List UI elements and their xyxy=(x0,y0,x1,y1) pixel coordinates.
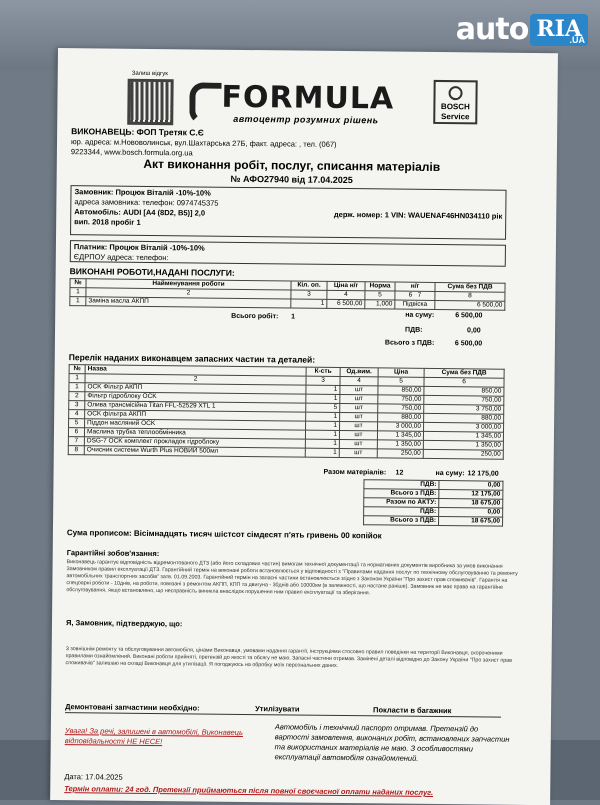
parts-section-title: Перелік наданих виконавцем запасних частин та деталей: xyxy=(68,352,316,365)
act-vat-label: ПДВ: xyxy=(364,507,439,517)
part-sum: 3 750,00 xyxy=(424,404,504,414)
warranty-text: Виконавець гарантує відповідність відремонтованого ДТЗ (або його складових частин) вимогам технічної документації та нормативних документів виробника за умов виконання Замовником правил експлуатації ДТЗ. Гарантійний термін на виконані роботи встановлюється у відповідності з "Правилами надання послуг по технічному обслуговуванню та ремонту автомобільних транспортних засобів" затв. 01.09.2003. Гарантійний термін на запасні частини встановлюється згідно з Законом України "Про захист прав споживачів". Гарантія на спецоарні роботи - 10днів, на роботи, повязані з ремонтом АКПП, КПП та двигуна - 30днів або 10000км (в залежності, що настане раніше). Замовник не має права на гарантійне обслуговування, якщо встановлено, що несправність виникла внаслідок порушення ним правил експлуатації та зберігання. xyxy=(66,559,518,597)
works-section-title: ВИКОНАНІ РОБОТИ,НАДАНІ ПОСЛУГИ: xyxy=(69,266,235,278)
parts-na-sum-label: на суму: xyxy=(435,469,465,478)
part-qty: 1 xyxy=(306,394,340,403)
colnum: 6 xyxy=(408,291,413,299)
part-n: 6 xyxy=(68,428,84,437)
parts-vat-label: ПДВ: xyxy=(364,480,439,490)
bosch-icon xyxy=(448,86,462,100)
parts-grand-sum: 12 175,00 xyxy=(439,490,503,500)
work-price: 6 500,00 xyxy=(327,299,365,308)
part-n: 8 xyxy=(68,446,84,455)
work-sum: 6 500,00 xyxy=(435,300,505,310)
colnum: 2 xyxy=(86,288,291,299)
part-sum: 1 350,00 xyxy=(423,440,503,450)
part-n: 5 xyxy=(69,419,85,428)
confirm-text: З зовнішнім ремонту та обслуговування автомобіля, цінами Виконавця, умовами надання гарантії, інструкціями стосовно правил поведінки на території Виконавця, скороченими правилами ознайомлений. Виконані роботи прийняті, претензій до якості та обсягу не маю. Запасні частини отримав. Замінені деталі відповідно до Закону України "Про захист прав споживачів" залишаю на складі Виконавця для утилізації. Я погоджуюсь на обробку моїх персональних даних. xyxy=(65,646,512,669)
works-grand-label: Всього з ПДВ: xyxy=(384,339,435,347)
works-total-sum: 6 500,00 xyxy=(455,312,483,320)
customer-year: вип. 2018 пробіг 1 xyxy=(74,217,141,227)
part-qty: 1 xyxy=(305,439,339,448)
bosch-label: BOSCH xyxy=(440,102,470,112)
part-price: 1 350,00 xyxy=(377,440,423,449)
part-qty: 1 xyxy=(305,430,339,439)
parts-col-unit: Од.вим. xyxy=(340,367,378,376)
part-name: OCK фільтра АКПП xyxy=(85,410,306,421)
part-sum: 3 000,00 xyxy=(424,422,504,432)
executor-label: ВИКОНАВЕЦЬ: xyxy=(71,126,135,137)
executor-contacts: 9223344, www.bosch.formula.org.ua xyxy=(70,147,193,158)
works-col-norm: Норма xyxy=(365,282,395,291)
warranty-title: Гарантійні зобов'язання: xyxy=(66,548,160,559)
act-grand-sum: 18 675,00 xyxy=(439,517,503,527)
parts-col-name: Назва xyxy=(85,365,306,376)
parts-vat-sum: 0,00 xyxy=(439,481,503,491)
colnum: 5 xyxy=(378,377,424,386)
colnum: 4 xyxy=(327,290,365,299)
part-qty: 1 xyxy=(305,448,339,457)
act-total-sum: 18 675,00 xyxy=(439,499,503,509)
parts-needed-label: Демонтовані запчастини необхідно: xyxy=(65,702,200,713)
part-n: 3 xyxy=(69,401,85,410)
payer-name: Платник: Процюк Віталій -10%-10% xyxy=(73,242,205,253)
part-sum: 1 345,00 xyxy=(423,431,503,441)
part-price: 750,00 xyxy=(378,404,424,413)
part-qty: 1 xyxy=(306,385,340,394)
payer-box xyxy=(70,240,506,267)
works-vat-sum: 0,00 xyxy=(467,327,481,335)
qr-code xyxy=(127,79,173,125)
part-unit: шт xyxy=(340,403,378,412)
executor-name: ФОП Третяк С.Є xyxy=(136,126,204,138)
part-unit: шт xyxy=(340,385,378,394)
document-paper xyxy=(50,48,558,805)
works-table xyxy=(69,278,505,311)
part-name: Олива трансмісійна Titan FFL-52529 XTL 1 xyxy=(85,401,306,412)
confirm-title: Я, Замовник, підтверджую, що: xyxy=(65,618,183,629)
part-price: 750,00 xyxy=(378,395,424,404)
works-vat-label: ПДВ: xyxy=(405,326,423,334)
part-n: 2 xyxy=(69,392,85,401)
customer-car: Автомобіль: AUDI [A4 (8D2, B5)] 2,0 xyxy=(74,207,206,218)
customer-box xyxy=(70,185,506,240)
colnum: 5 xyxy=(365,291,395,300)
part-name: OCK Фільтр АКПП xyxy=(85,383,306,394)
part-unit: шт xyxy=(340,421,378,430)
parts-table xyxy=(68,364,505,460)
bosch-service-badge xyxy=(433,80,477,124)
works-total-label: Всього робіт: xyxy=(231,312,279,321)
part-name: Очисник системи Wurth Plus НОВИЙ 500мл xyxy=(84,446,305,457)
customer-name: Замовник: Процюк Віталій -10%-10% xyxy=(74,187,211,198)
colnum: 1 xyxy=(69,374,85,383)
work-n: 1 xyxy=(70,297,86,306)
part-price: 3 000,00 xyxy=(378,422,424,431)
act-vat-sum: 0,00 xyxy=(439,508,503,518)
work-extra: Підвіска xyxy=(395,300,435,309)
document-title: Акт виконання робіт, послуг, списання матеріалів xyxy=(143,156,441,175)
parts-col-price: Ціна xyxy=(378,368,424,377)
totals-table xyxy=(363,479,503,526)
part-name: Маслина трубка теплообмінника xyxy=(84,428,305,439)
sum-in-words: Сума прописом: Вісімнадцять тисяч шістсот сімдесят п'ять гривень 00 копійок xyxy=(66,528,382,541)
colnum: 3 xyxy=(306,376,340,385)
payment-terms: Термін оплати: 24 год. Претензії приймаються після повної своєчасної оплати наданих послуг. xyxy=(64,784,434,797)
part-sum: 850,00 xyxy=(424,386,504,396)
works-col-price: Ціна н/г xyxy=(327,281,365,290)
colnum: 1 xyxy=(70,288,86,297)
part-qty: 5 xyxy=(306,403,340,412)
part-name: DSG-7 OCK комплект прокладок гідроблоку xyxy=(84,437,305,448)
works-na-sum-label: на суму: xyxy=(405,311,435,319)
part-unit: шт xyxy=(340,394,378,403)
bosch-service-label: Service xyxy=(441,112,470,122)
part-price: 850,00 xyxy=(378,386,424,395)
work-qty: 1 xyxy=(291,299,327,308)
document-date: Дата: 17.04.2025 xyxy=(64,772,123,782)
works-total-qty: 1 xyxy=(291,313,296,321)
work-name: Заміна масла АКПП xyxy=(86,297,291,308)
part-unit: шт xyxy=(339,430,377,439)
parts-col-qty: К-сть xyxy=(306,367,340,376)
works-col-qty: Кіл. оп. xyxy=(291,281,327,290)
colnum: 7 xyxy=(417,291,422,299)
part-price: 250,00 xyxy=(377,449,423,458)
part-qty: 1 xyxy=(306,421,340,430)
works-col-sum: Сума без ПДВ xyxy=(435,282,505,292)
part-qty: 1 xyxy=(306,412,340,421)
formula-mark-icon xyxy=(189,82,215,112)
parts-total-qty: 12 xyxy=(395,469,404,477)
colnum: 6 xyxy=(424,377,504,387)
dispose-option: Утилізувати xyxy=(255,704,300,714)
parts-grand-label: Всього з ПДВ: xyxy=(364,489,439,499)
act-total-label: Разом по АКТУ: xyxy=(364,498,439,508)
colnum: 8 xyxy=(435,291,505,301)
trunk-option: Покласти в багажник xyxy=(373,705,452,716)
part-unit: шт xyxy=(339,439,377,448)
executor-address: юр. адреса: м.Нововолинськ, вул.Шахтарська 27Б, факт. адреса: , тел. (067) xyxy=(70,137,337,149)
colnum: 4 xyxy=(340,376,378,385)
works-col-nh: н/г xyxy=(395,282,435,291)
part-sum: 250,00 xyxy=(423,449,503,459)
act-grand-label: Всього з ПДВ: xyxy=(364,516,439,526)
part-unit: шт xyxy=(339,448,377,457)
parts-total-label: Разом матеріалів: xyxy=(323,468,387,477)
acceptance-note: Автомобіль і технічний паспорт отримав. Претензій до вартості замовлення, виконаних робіт, встановлених запчастин та використаних матеріалів не маю. З особливостями експлуатації автомобіля ознайомлений. xyxy=(274,722,510,763)
logo-subtitle: автоцентр розумних рішень xyxy=(233,113,379,126)
colnum: 2 xyxy=(85,374,306,385)
part-n: 1 xyxy=(69,383,85,392)
watermark-auto: auto xyxy=(455,12,529,47)
works-grand-sum: 6 500,00 xyxy=(454,340,483,348)
part-name: Піддон масляний OCK xyxy=(85,419,306,430)
payer-details: ЄДРПОУ адреса: телефон: xyxy=(73,252,169,263)
customer-address: адреса замовника: телефон: 0974745375 xyxy=(74,197,219,208)
colnum: 3 xyxy=(291,290,327,299)
part-name: Фільтр гідроблоку OCK xyxy=(85,392,306,403)
parts-col-sum: Сума без ПДВ xyxy=(424,368,504,378)
works-col-name: Найменування роботи xyxy=(86,279,291,290)
part-price: 1 345,00 xyxy=(377,431,423,440)
parts-total-sum: 12 175,00 xyxy=(467,470,499,478)
part-n: 7 xyxy=(68,437,84,446)
part-n: 4 xyxy=(69,410,85,419)
works-col-n: № xyxy=(70,279,86,288)
liability-warning: Увага! За речі, залишені в автомобілі, Виконавець відповідальності НЕ НЕСЕ! xyxy=(64,726,243,747)
qr-label: Залиш відгук xyxy=(131,70,168,78)
watermark-ria: RIA .UA xyxy=(530,14,588,46)
autoria-watermark xyxy=(456,12,588,47)
parts-col-n: № xyxy=(69,365,85,374)
colnum xyxy=(395,291,435,300)
part-price: 880,00 xyxy=(378,413,424,422)
logo-text: FORMULA xyxy=(221,79,395,117)
part-unit: шт xyxy=(340,412,378,421)
customer-reg: держ. номер: 1 VIN: WAUENAF46HN034110 рік xyxy=(333,209,503,221)
parts-body xyxy=(68,383,504,460)
part-sum: 880,00 xyxy=(424,413,504,423)
document-number: № АФО27940 від 17.04.2025 xyxy=(230,173,353,186)
work-norm: 1,000 xyxy=(365,300,395,309)
part-sum: 750,00 xyxy=(424,395,504,405)
formula-logo xyxy=(189,79,394,116)
